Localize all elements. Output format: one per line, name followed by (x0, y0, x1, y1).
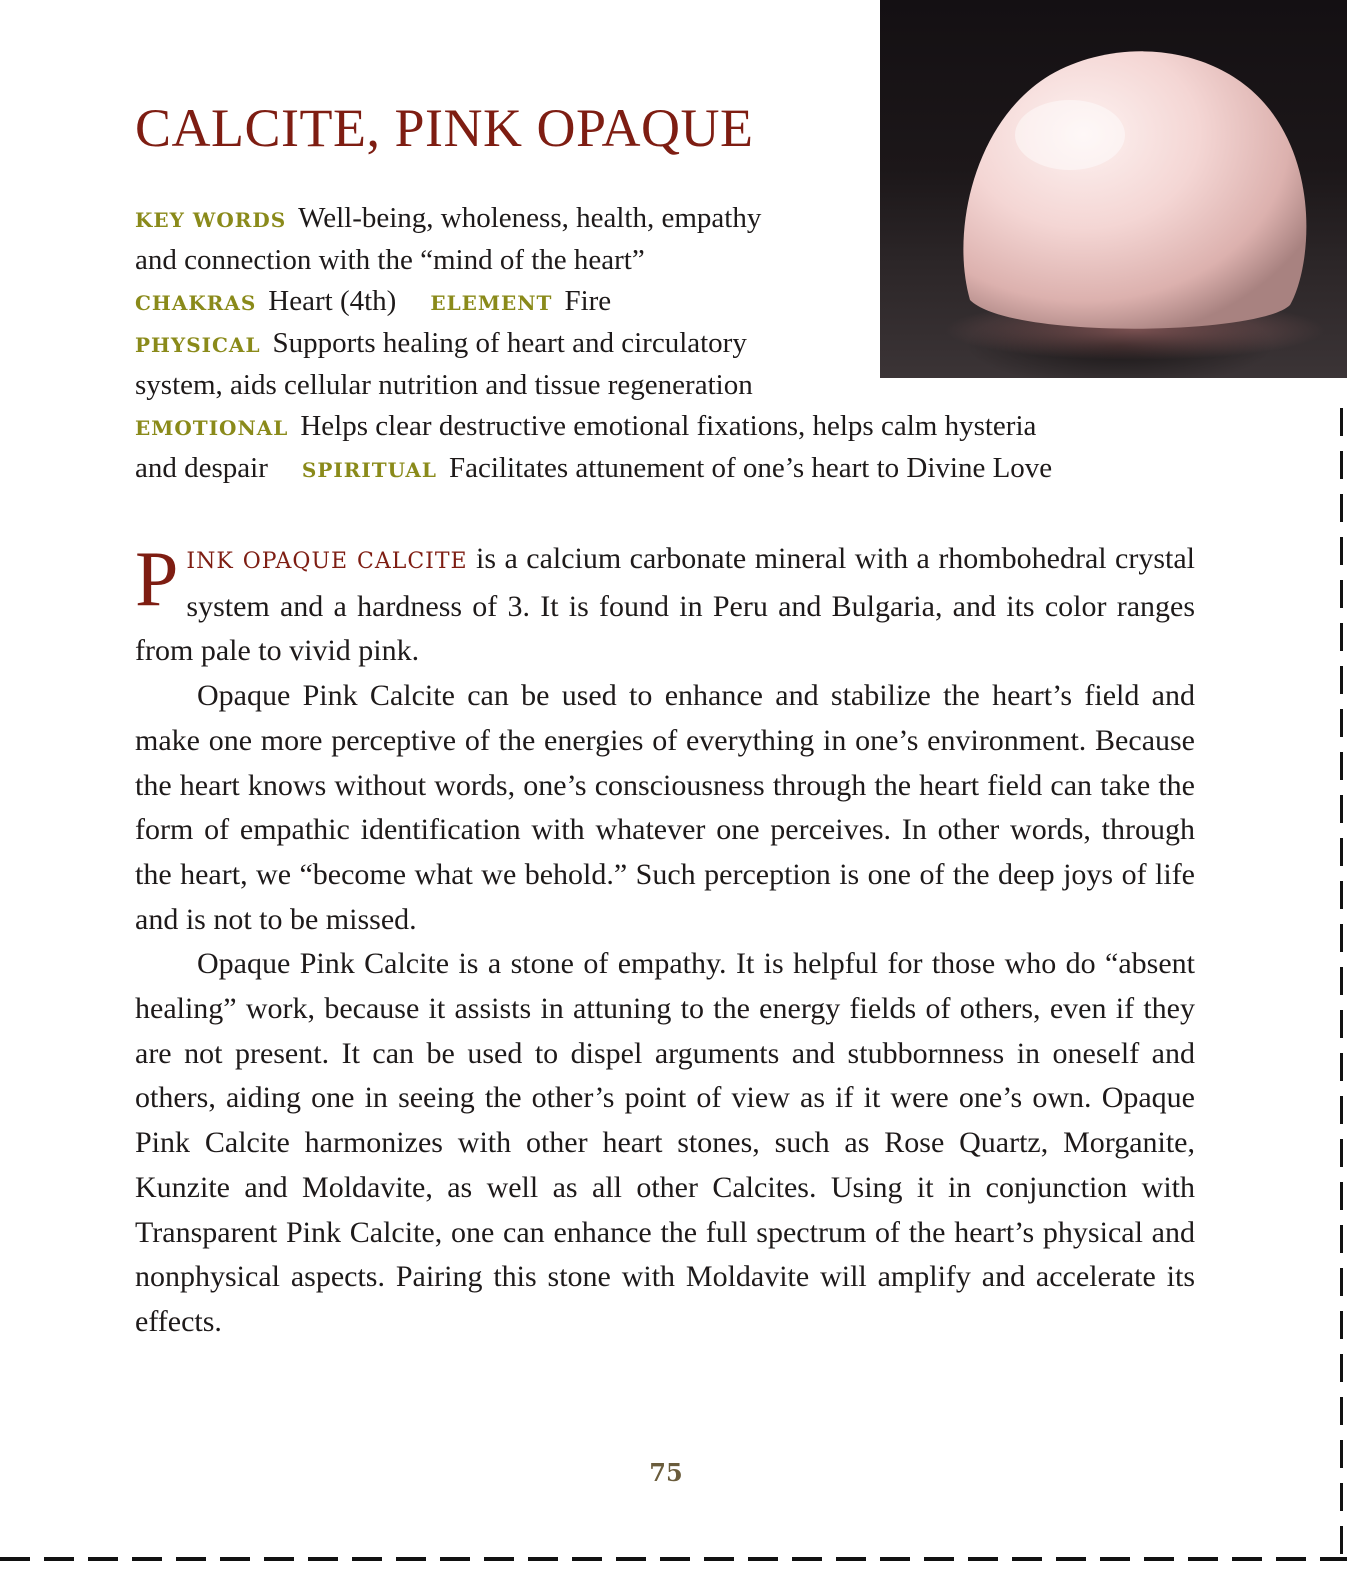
crop-mark-right (1340, 795, 1343, 823)
crop-mark-right (1340, 838, 1343, 866)
crop-mark-bottom (880, 1557, 910, 1561)
crop-mark-right (1340, 1010, 1343, 1038)
crop-mark-bottom (176, 1557, 206, 1561)
key-words-label: KEY WORDS (135, 208, 287, 232)
chakras-element-line (135, 281, 1145, 323)
crop-mark-bottom (396, 1557, 426, 1561)
physical-label: PHYSICAL (135, 333, 261, 358)
crop-mark-right (1340, 537, 1343, 565)
element-text: Fire (564, 285, 612, 318)
crop-mark-right (1340, 1225, 1343, 1253)
crop-mark-bottom (44, 1557, 74, 1561)
crop-mark-right (1340, 580, 1343, 608)
drop-cap: P (135, 535, 179, 622)
attributes-block (135, 198, 1145, 490)
crop-mark-right (1340, 1311, 1343, 1339)
crop-mark-right (1340, 1053, 1343, 1081)
crop-mark-right (1340, 709, 1343, 737)
crop-mark-right (1340, 1096, 1343, 1124)
physical-line (135, 323, 1145, 365)
key-words-text: Well-being, wholeness, health, empathy (298, 202, 762, 234)
crop-mark-bottom (132, 1557, 162, 1561)
crop-mark-right (1340, 1397, 1343, 1425)
page-title: CALCITE, PINK OPAQUE (135, 98, 754, 158)
crop-mark-bottom (924, 1557, 954, 1561)
physical-text: Supports healing of heart and circulatory (272, 327, 747, 360)
paragraph-2: Opaque Pink Calcite can be used to enhance and stabilize the heart’s field and make one more perceptive of the energies of everything in one’s environment. Because the heart knows without words, one’s consciousness through the heart field can take the form of empathic identification with whatever one perceives. In other words, through the heart, we “become what we behold.” Such perception is one of the deep joys of life and is not to be missed. (135, 679, 1195, 936)
crop-mark-right (1340, 752, 1343, 780)
crop-mark-right (1340, 494, 1343, 522)
paragraph-1 (135, 537, 1195, 674)
crop-mark-bottom (1188, 1557, 1218, 1561)
crop-mark-right (1340, 1483, 1343, 1511)
crop-mark-bottom (1056, 1557, 1086, 1561)
crop-mark-right (1340, 1182, 1343, 1210)
spiritual-text: Facilitates attunement of one’s heart to Divine Love (448, 452, 1053, 485)
crop-mark-right (1340, 623, 1343, 651)
crop-mark-bottom (572, 1557, 602, 1561)
crop-mark-right (1340, 408, 1343, 436)
chakras-text: Heart (4th) (268, 285, 397, 318)
crop-mark-bottom (1232, 1557, 1262, 1561)
page-number: 75 (649, 1458, 683, 1487)
key-words-line (135, 198, 1145, 240)
crop-mark-bottom (528, 1557, 558, 1561)
emotional-line (135, 406, 1145, 448)
crop-mark-bottom (792, 1557, 822, 1561)
crop-mark-bottom (1276, 1557, 1306, 1561)
physical-text-cont: system, aids cellular nutrition and tissue regeneration (135, 368, 753, 401)
crop-mark-bottom (440, 1557, 470, 1561)
crop-mark-bottom (616, 1557, 646, 1561)
crop-mark-bottom (484, 1557, 514, 1561)
crop-mark-bottom (264, 1557, 294, 1561)
lead-smallcaps: INK OPAQUE CALCITE (186, 549, 468, 574)
element-label: ELEMENT (430, 291, 553, 316)
emotional-spiritual-line (135, 448, 1145, 490)
crop-mark-bottom (308, 1557, 338, 1561)
crop-mark-bottom (1144, 1557, 1174, 1561)
crop-mark-bottom (748, 1557, 778, 1561)
physical-line-2 (135, 365, 1145, 407)
crop-mark-right (1340, 881, 1343, 909)
crop-mark-right (1340, 1526, 1343, 1554)
chakras-label: CHAKRAS (135, 291, 257, 316)
crop-mark-bottom (1100, 1557, 1130, 1561)
emotional-label: EMOTIONAL (135, 416, 289, 441)
crop-mark-bottom (352, 1557, 382, 1561)
crop-mark-right (1340, 1440, 1343, 1468)
crop-mark-bottom (1320, 1557, 1347, 1561)
key-words-line-2 (135, 240, 1145, 282)
emotional-text: Helps clear destructive emotional fixations, helps calm hysteria (300, 410, 1037, 443)
emotional-text-cont: and despair (135, 452, 268, 485)
crop-mark-bottom (88, 1557, 118, 1561)
spiritual-label: SPIRITUAL (301, 458, 437, 483)
crop-mark-bottom (220, 1557, 250, 1561)
crop-mark-bottom (660, 1557, 690, 1561)
body-text (135, 537, 1195, 1345)
crop-mark-right (1340, 967, 1343, 995)
crop-mark-right (1340, 1139, 1343, 1167)
crop-mark-bottom (704, 1557, 734, 1561)
paragraph-3: Opaque Pink Calcite is a stone of empathy. It is helpful for those who do “absent healing” work, because it assists in attuning to the energy fields of others, even if they are not present. It can be used to dispel arguments and stubbornness in oneself and others, aiding one in seeing the other’s point of view as if it were one’s own. Opaque Pink Calcite harmonizes with other heart stones, such as Rose Quartz, Morganite, Kunzite and Moldavite, as well as all other Calcites. Using it in conjunction with Transparent Pink Calcite, one can enhance the full spectrum of the heart’s physical and nonphysical aspects. Pairing this stone with Moldavite will amplify and accelerate its effects. (135, 947, 1195, 1338)
crop-mark-right (1340, 924, 1343, 952)
crop-mark-bottom (968, 1557, 998, 1561)
crop-mark-right (1340, 451, 1343, 479)
crop-mark-bottom (0, 1557, 30, 1561)
crop-mark-right (1340, 1354, 1343, 1382)
key-words-text-cont: and connection with the “mind of the heart” (135, 243, 645, 276)
crop-mark-right (1340, 666, 1343, 694)
crop-mark-right (1340, 1268, 1343, 1296)
paragraph-1-text: is a calcium carbonate mineral with a rhombohedral crystal system and a hardness of 3. It is found in Peru and Bulgaria, and its color ranges from pale to vivid pink. (135, 542, 1196, 668)
crop-mark-bottom (836, 1557, 866, 1561)
crop-mark-bottom (1012, 1557, 1042, 1561)
